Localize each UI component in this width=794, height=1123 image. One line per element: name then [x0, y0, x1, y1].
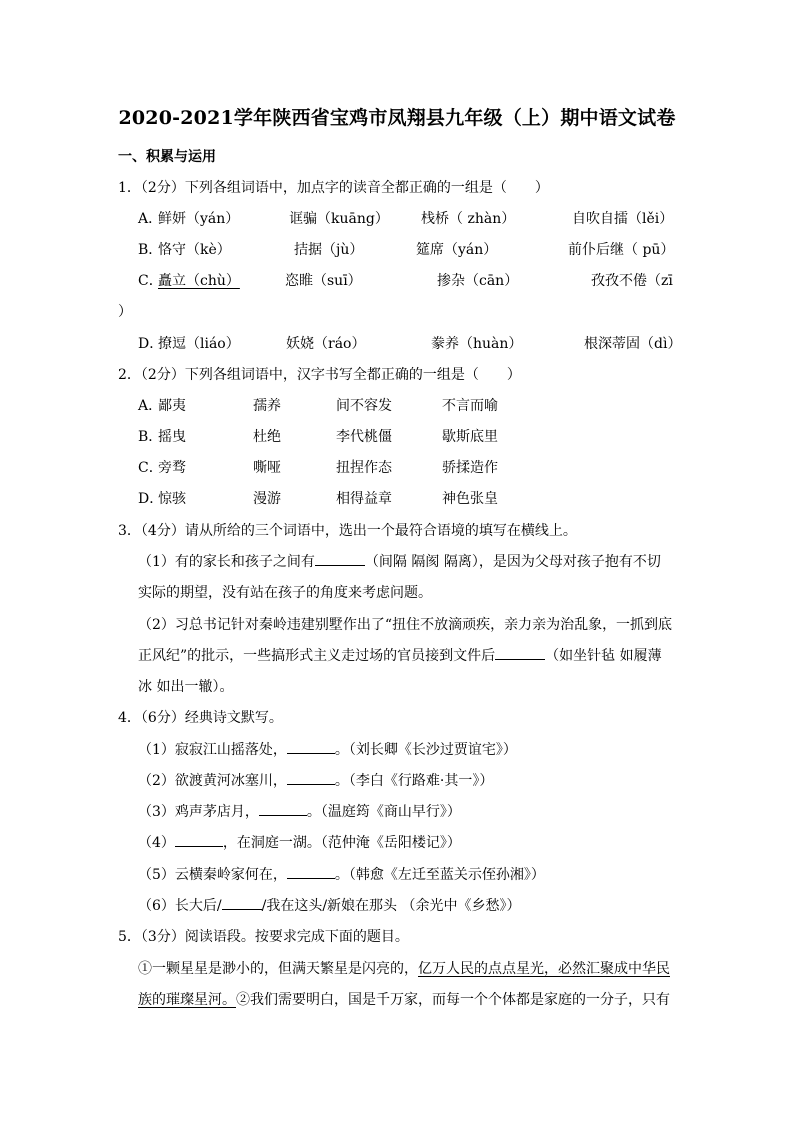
option-word: 前仆后继（ pū） — [568, 242, 675, 258]
underlined-sentence: 族的璀璨星河。 — [138, 992, 236, 1008]
option-word: 自吹自擂（lěi） — [572, 211, 674, 227]
option-label: A． — [138, 211, 163, 227]
text: （间隔 隔阂 隔离），是因为父母对孩子抱有不切 — [364, 554, 661, 570]
answer-blank[interactable] — [315, 553, 365, 566]
option-label: B． — [138, 242, 163, 258]
text: ①一颗星星是渺小的，但满天繁星是闪亮的， — [138, 961, 418, 977]
option-word: 妖娆（ráo） — [286, 336, 366, 352]
option-word: 孺养 — [253, 398, 281, 414]
option-word: 杜绝 — [253, 429, 281, 445]
option-word: 神色张皇 — [442, 491, 498, 507]
question-3-item-2-cont2: 冰 如出一辙）。 — [138, 679, 234, 695]
option-word: 栈桥（ zhàn） — [421, 211, 516, 227]
poem-item — [138, 895, 521, 915]
passage-line — [138, 958, 670, 978]
text: 正风纪”的批示，一些搞形式主义走过场的官员接到文件后 — [138, 648, 496, 664]
text: 。（韩愈《左迁至蓝关示侄孙湘》） — [334, 867, 545, 883]
option-word: 矗立（chù） — [158, 273, 240, 289]
text: （1）有的家长和孩子之间有 — [138, 554, 315, 570]
section-title: 一、积累与运用 — [118, 149, 216, 165]
option-word: 拮据（jù） — [294, 242, 364, 258]
option-label: D． — [138, 491, 164, 507]
question-2-stem: 2．（2分）下列各组词语中，汉字书写全都正确的一组是（ ） — [118, 367, 521, 383]
text: （如坐针毡 如履薄 — [545, 648, 662, 664]
option-word: 漫游 — [253, 491, 281, 507]
option-word: 间不容发 — [336, 398, 392, 414]
answer-blank[interactable] — [495, 647, 545, 660]
option-word: 恣睢（suī） — [285, 273, 362, 289]
option-word: 鄙夷 — [158, 398, 186, 414]
question-3-item-2: （2）习总书记针对秦岭违建别墅作出了“扭住不放滴顽疾，亲力亲为治乱象，一抓到底 — [138, 617, 673, 633]
option-word: 摇曳 — [158, 429, 186, 445]
option-label: D． — [138, 336, 164, 352]
question-1-option-c-wrap: ） — [118, 304, 132, 320]
option-label: A． — [138, 398, 163, 414]
text: （4） — [138, 835, 175, 851]
option-word: 旁骛 — [158, 460, 186, 476]
option-word: 惊骇 — [158, 491, 186, 507]
poem-item — [138, 770, 493, 790]
option-word: 鲜妍（yán） — [158, 211, 240, 227]
option-word: 不言而喻 — [442, 398, 498, 414]
option-word: 筵席（yán） — [416, 242, 498, 258]
text: ②我们需要明白，国是千万家，而每一个个体都是家庭的一分子，只有 — [236, 992, 670, 1008]
question-3-item-1-cont: 实际的期望，没有站在孩子的角度来考虑问题。 — [138, 585, 432, 601]
poem-item — [138, 864, 545, 884]
text: 。（温庭筠《商山早行》） — [306, 804, 461, 820]
text: /我在这头/新娘在那头 （余光中《乡愁》） — [261, 898, 521, 914]
question-3-item-2-cont — [138, 645, 662, 665]
option-word: 相得益章 — [336, 491, 392, 507]
option-word: 撩逗（liáo） — [158, 336, 240, 352]
text: （1）寂寂江山摇落处， — [138, 742, 287, 758]
option-word: 恪守（kè） — [158, 242, 231, 258]
question-4-stem: 4．（6分）经典诗文默写。 — [118, 710, 283, 726]
option-word: 掺杂（cān） — [437, 273, 519, 289]
text: （2）欲渡黄河冰塞川， — [138, 773, 287, 789]
text: （3）鸡声茅店月， — [138, 804, 259, 820]
text: （6）长大后/ — [138, 898, 222, 914]
question-5-stem: 5．（3分）阅读语段。按要求完成下面的题目。 — [118, 929, 409, 945]
option-word: 豢养（huàn） — [431, 336, 523, 352]
answer-blank[interactable] — [222, 897, 262, 910]
text: 。（刘长卿《长沙过贾谊宅》） — [334, 742, 517, 758]
text: 。（李白《行路难·其一》） — [334, 773, 494, 789]
answer-blank[interactable] — [175, 834, 223, 847]
option-word: 孜孜不倦（zī — [591, 273, 673, 289]
answer-blank[interactable] — [287, 741, 335, 754]
option-word: 李代桃僵 — [336, 429, 392, 445]
option-word: 根深蒂固（dì） — [584, 336, 682, 352]
passage-line — [138, 989, 670, 1009]
option-word: 诓骗（kuāng） — [289, 211, 389, 227]
option-word: 扭捏作态 — [336, 460, 392, 476]
text: ，在洞庭一湖。（范仲淹《岳阳楼记》） — [222, 835, 461, 851]
answer-blank[interactable] — [287, 866, 335, 879]
option-label: C． — [138, 273, 163, 289]
underlined-sentence: 亿万人民的点点星光，必然汇聚成中华民 — [418, 961, 670, 977]
option-label: C． — [138, 460, 163, 476]
text: （5）云横秦岭家何在， — [138, 867, 287, 883]
poem-item — [138, 739, 517, 759]
option-word: 歇斯底里 — [442, 429, 498, 445]
question-1-stem: 1．（2分）下列各组词语中，加点字的读音全都正确的一组是（ ） — [118, 180, 549, 196]
answer-blank[interactable] — [259, 803, 307, 816]
option-word: 骄揉造作 — [442, 460, 498, 476]
question-3-stem: 3．（4分）请从所给的三个词语中，选出一个最符合语境的填写在横线上。 — [118, 523, 577, 539]
option-word: 嘶哑 — [253, 460, 281, 476]
option-label: B． — [138, 429, 163, 445]
question-3-item-1 — [138, 551, 661, 571]
exam-title: 2020-2021学年陕西省宝鸡市凤翔县九年级（上）期中语文试卷 — [118, 107, 676, 129]
poem-item — [138, 832, 461, 852]
answer-blank[interactable] — [287, 772, 335, 785]
poem-item — [138, 801, 461, 821]
